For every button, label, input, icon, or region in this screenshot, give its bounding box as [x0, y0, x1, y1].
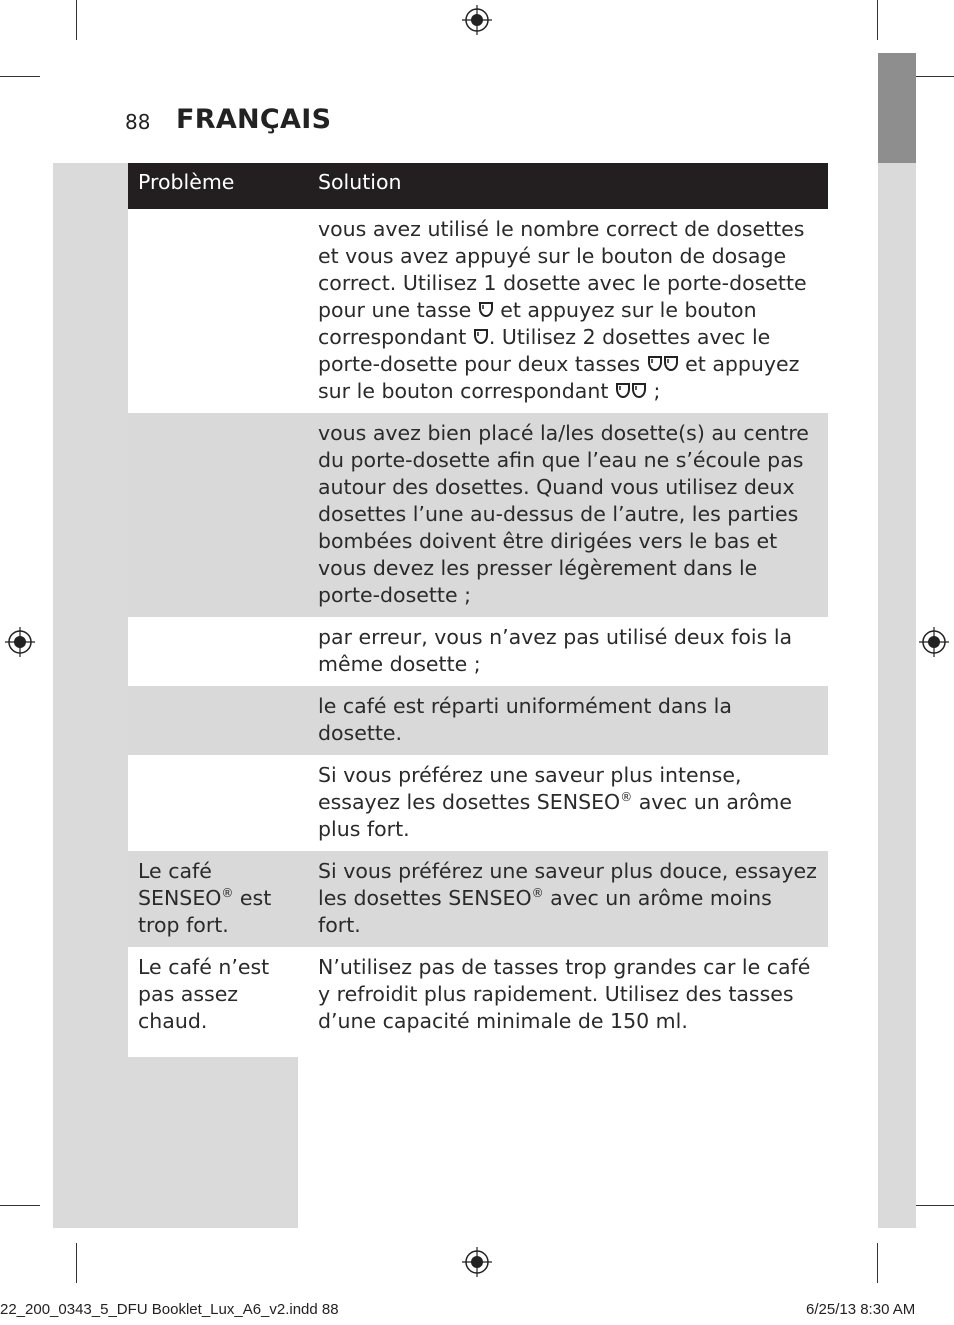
- footer-datetime: 6/25/13 8:30 AM: [806, 1301, 916, 1318]
- crop-mark: [0, 1205, 40, 1206]
- registration-mark-icon: [919, 627, 949, 657]
- table-row: [128, 851, 828, 947]
- table-row: [128, 686, 828, 755]
- solution-cell: le café est réparti uniformément dans la dosette.: [303, 686, 828, 755]
- table-row: [128, 617, 828, 686]
- registered-mark: ®: [620, 790, 633, 805]
- registered-mark: ®: [531, 886, 544, 901]
- registration-mark-icon: [462, 5, 492, 35]
- table-row: [128, 209, 828, 413]
- solution-text: avec un arôme moins fort.: [318, 886, 772, 937]
- cup-icon: [473, 327, 489, 345]
- problem-cell: [128, 686, 303, 755]
- crop-mark: [76, 0, 77, 40]
- cup-icon: [478, 300, 494, 318]
- language-heading: FRANÇAIS: [176, 104, 332, 135]
- solution-cell: [303, 755, 828, 851]
- solution-cell: N’utilisez pas de tasses trop grandes car le café y refroidit plus rapidement. Utilisez des tasses d’une capacité minimale de 150 ml.: [303, 947, 828, 1057]
- table-header-row: [128, 163, 828, 209]
- crop-mark: [877, 1243, 878, 1283]
- table-row: [128, 755, 828, 851]
- section-tab: [878, 53, 916, 163]
- problem-cell: [128, 209, 303, 413]
- column-header-solution: Solution: [303, 163, 828, 209]
- two-cups-icon: [647, 354, 679, 372]
- page-number: 88: [125, 110, 151, 134]
- table-row: [128, 413, 828, 617]
- solution-text: Si vous préférez une saveur plus douce, essayez les dosettes SENSEO: [318, 859, 817, 910]
- solution-cell: [303, 851, 828, 947]
- problem-cell: [128, 617, 303, 686]
- problem-cell: [128, 413, 303, 617]
- problem-cell: Le café n’est pas assez chaud.: [128, 947, 303, 1057]
- registration-mark-icon: [5, 627, 35, 657]
- crop-mark: [0, 76, 40, 77]
- crop-mark: [76, 1243, 77, 1283]
- troubleshooting-table: [128, 163, 828, 1057]
- crop-mark: [877, 0, 878, 40]
- problem-cell: [128, 755, 303, 851]
- crop-mark: [914, 1205, 954, 1206]
- table-row: [128, 947, 828, 1057]
- solution-text: Si vous préférez une saveur plus intense, essayez les dosettes SENSEO: [318, 763, 742, 814]
- solution-cell: [303, 209, 828, 413]
- right-gray-panel: [878, 163, 916, 1228]
- solution-text: et appuyez sur le bouton correspondant: [318, 352, 800, 403]
- solution-text: ;: [653, 379, 661, 403]
- column-header-problem: Problème: [128, 163, 303, 209]
- two-cups-icon: [615, 381, 647, 399]
- solution-cell: par erreur, vous n’avez pas utilisé deux fois la même dosette ;: [303, 617, 828, 686]
- registered-mark: ®: [221, 886, 234, 901]
- registration-mark-icon: [462, 1247, 492, 1277]
- problem-text: Le café SENSEO: [138, 859, 222, 910]
- solution-cell: vous avez bien placé la/les dosette(s) au centre du porte-dosette afin que l’eau ne s’écoule pas autour des dosettes. Quand vous utilisez deux dosettes l’une au-dessus de l’autre, les parties bombées doivent être dirigées vers le bas et vous devez les presser légèrement dans le porte-dosette ;: [303, 413, 828, 617]
- problem-text: est trop fort.: [138, 886, 272, 937]
- solution-text: avec un arôme plus fort.: [318, 790, 792, 841]
- footer-file-name: 22_200_0343_5_DFU Booklet_Lux_A6_v2.indd 88: [0, 1301, 339, 1318]
- solution-text: et appuyez sur le bouton correspondant: [318, 298, 757, 349]
- solution-text: vous avez utilisé le nombre correct de dosettes et vous avez appuyé sur le bouton de dosage correct. Utilisez 1 dosette avec le porte-dosette pour une tasse: [318, 217, 807, 322]
- problem-cell: [128, 851, 303, 947]
- solution-text: . Utilisez 2 dosettes avec le porte-dosette pour deux tasses: [318, 325, 771, 376]
- crop-mark: [914, 76, 954, 77]
